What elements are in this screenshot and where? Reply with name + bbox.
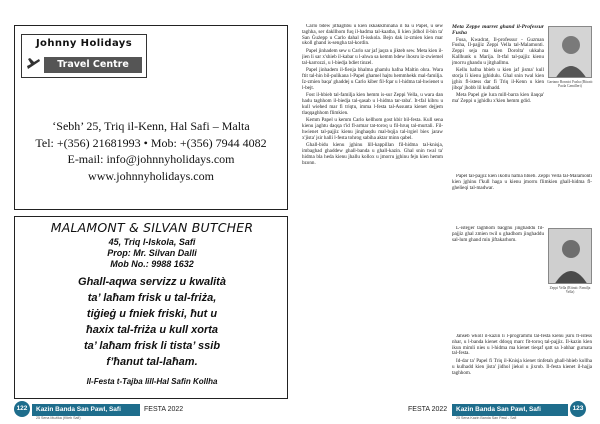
butcher-advert xyxy=(14,216,288,399)
butcher-mobile: Mob No.: 9988 1632 xyxy=(110,259,194,269)
article-paragraph: Ghall-bidu kienu jghinu lill-kappillan fil-hidma tal-knisja, imbaghad ghaddew ghall-banda u ghall-kazin. Ghal snin twal ta' hidma bla heda kienu jhallu kollox u jmorru jghinu fejn kien hemm bzonn. xyxy=(302,142,443,166)
butcher-title: MALAMONT & SILVAN BUTCHER xyxy=(50,220,254,235)
footer-festa-right: FESTA 2022 xyxy=(408,406,448,413)
message-line: Ghall-aqwa servizz u kwalità xyxy=(78,276,226,288)
page-number-right: 123 xyxy=(570,401,586,417)
johnny-holidays-logo xyxy=(21,34,147,78)
logo-name: Johnny Holidays xyxy=(35,38,133,49)
footer-club-right: Kazin Banda San Pawl, Safi xyxy=(452,404,568,416)
article-paragraph: Meta Papel gie lura mill-barra kien ilaqqa' ma' Zeppi u jghidlu x'kien hemm gdid. xyxy=(452,92,544,104)
footer-club-left: Kazin Banda San Pawl, Safi xyxy=(32,404,140,416)
plane-icon xyxy=(26,55,42,73)
article-paragraph: Jahseb wkoll il-kazin li l-programmi tal-festa kienu jsiru fl-istess nhar, u l-banda kienet ddoqq marc fit-toroq tal-pajjiz. Il-kazin kien ikun mimli nies u l-hidma ma kienet tieqaf qatt sa l-ahhar gurnata tal-festa. xyxy=(452,334,592,357)
footer-sub-left: 25 Sena Mużika (Ktieb Safi) xyxy=(36,416,81,420)
article-paragraph: Papel jinhadem il-fienja bhalma ghamlu hafna Maltin ohra. Wara ftit tal-hin bil-pulikana l-Papel ghamel hajtu hemmhekk mal-familja. Iz-zmien baqa' ghaddej u Carlo kiber fil-fqar u l-hidma tal-hwienet u l-bejt. xyxy=(302,67,443,91)
article-paragraph: Papel jinhadem sew u Carlo sar jaf jaqra u jikteb sew. Meta kien il-jien li sar x'shieb il-kabar u l-ahwa sa kemm bdew ihosru iz-zwiemel tal-karrozzi, u l-biedja bdiet tinzel. xyxy=(302,48,443,66)
article-paragraph: Kellu hafna hbieb u kien jaf jisma' kull storja li kienu jghidulu. Ghal snin twal kien jghix fl-istess dar fi Triq il-Kenn u kien jibqa' jhobb lil kulhadd. xyxy=(452,67,544,91)
message-line: ta’ laħam frisk li tista’ ssib xyxy=(83,340,221,352)
travel-contact-block xyxy=(15,118,287,184)
photo-caption: Gaetano Bonnici Fusha (Ritratt: Paola Camilleri) xyxy=(546,80,593,88)
portrait-photo-fusha xyxy=(548,26,592,78)
message-line: ħaxix tal-friża u kull xorta xyxy=(85,324,219,336)
article-paragraph: Carlo bdew jithaghbu u kien ikkakkminaha il ba u Papel, u sew taghha, ser dakllhom fuq il-hadma tal-kaatba, li kien jidhol il-bin ta' San Ġużepp u Carlo dahal fl-isskola. Bejn dak iz-zmien kien mar ukoll ghand is-sengha tal-kordin. xyxy=(302,24,443,47)
logo-tagline: Travel Centre xyxy=(44,57,142,73)
travel-address: ‘Sebh’ 25, Triq il-Kenn, Hal Safi – Malta xyxy=(52,119,250,133)
footer-sub-right: 25 Sena Kazin Banda San Pawl - Safi xyxy=(456,416,517,420)
article-column-3a xyxy=(452,174,592,224)
article-paragraph: Fost il-hbieb tal-familja kien hemm is-sur Zeppi Vella, u wara dan hadu taghhom il-biedja tal-qasab u l-hidma tar-raba'. It-tfal kibru u kull wiehed mar fi triqtu, imma l-festa tal-Assunta kienet dejjem tlaqqaghhom flimkien. xyxy=(302,92,443,116)
article-paragraph: L-istejjer taghhom baqghu jinghaddu fil-pajjiz ghal zmien twil u ghadhom jinghaddu sal-lum ghand min jiftakarhom. xyxy=(452,226,544,243)
article-paragraph: Fusa, Kwadrat, Il-professur - Guzman Fusha, Il-pajjiz Zeppi Vella tal-Malamonti. Zeppi seja ma kien Dorolta' ukkaha Kallhunk u Marija. It-tfal tal-pajjiz kienu jmorru ghandu u jitghallmu. xyxy=(452,36,544,66)
travel-phone: Tel: +(356) 21681993 • Mob: +(356) 7944 4082 xyxy=(35,135,267,150)
footer-festa-left: FESTA 2022 xyxy=(144,406,184,413)
article-paragraph: Id-dar ta' Papel fi Triq il-Knisja kienet tinfetah ghall-hbieb kollha u kulhadd kien jista' jidhol jiekol u jixrob. Il-festa kienet il-hajja taghhom. xyxy=(452,358,592,376)
photo-caption: Zeppi Vella (Ritratt: Familja Vella) xyxy=(549,286,591,294)
page-number-left: 122 xyxy=(14,401,30,417)
article-subheading: Meta Zeppe marret ghand il-Professur Fusha xyxy=(452,24,544,36)
travel-email: E-mail: info@johnnyholidays.com xyxy=(67,152,235,166)
travel-centre-advert xyxy=(14,25,288,210)
message-line: ta’ laħam frisk u tal-friża, xyxy=(87,292,217,304)
butcher-signoff: Il-Festa t-Tajba lill-Hal Safin Kollha xyxy=(86,377,218,386)
butcher-message xyxy=(21,274,283,370)
message-line: f’ħanut tal-laħam. xyxy=(106,356,198,368)
message-line: tiġieġ u fniek friski, ħut u xyxy=(86,308,218,320)
butcher-address: 45, Triq l-Iskola, Safi xyxy=(108,237,196,247)
article-column-3b xyxy=(452,226,544,332)
travel-website: www.johnnyholidays.com xyxy=(88,168,214,183)
article-column-3c xyxy=(452,334,592,398)
article-paragraph: Kemm Papel u kemm Carlo kellhom gost kbir bil-festa. Kull sena kienu jaghtu daqqa t'id fl-armar tat-toroq u fil-hruq tal-murtali. Fil-hwienet tal-pajjiz kienu jinghaqdu mal-bqija tal-irgiel biex jaraw x'jista' jsir halli l-festa tohrog sabiha aktar minn qabel. xyxy=(302,117,443,141)
article-column-2 xyxy=(452,24,544,172)
article-paragraph: Papel tal-pajjiz kien ikollu hafna hbieb. Zeppi Vella tal-Malamonti kien jghinu f'kull haga u kienu jmorru flimkien ghall-hidma fl-ghelieqi tal-madwar. xyxy=(452,174,592,191)
butcher-details xyxy=(21,237,283,270)
article-column-1 xyxy=(302,24,443,398)
butcher-proprietor: Prop: Mr. Silvan Dalli xyxy=(107,248,197,258)
portrait-photo-vella xyxy=(548,228,592,284)
